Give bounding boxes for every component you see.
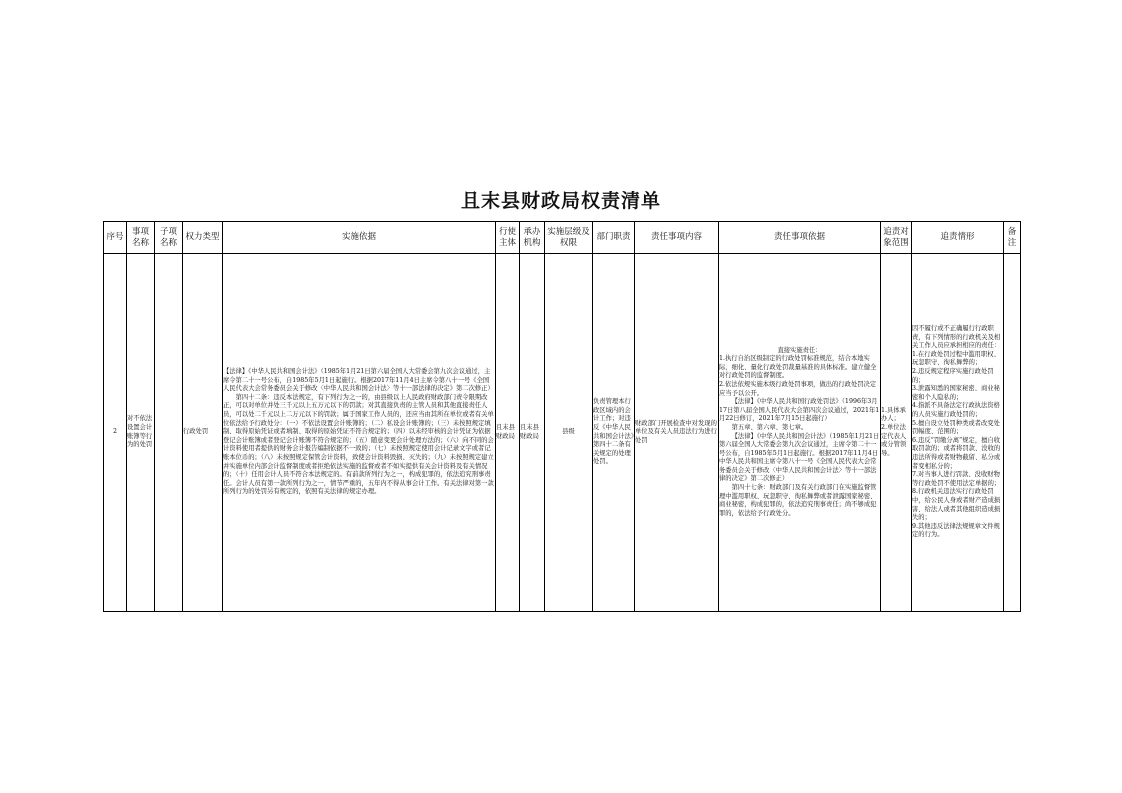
- resp-basis-items: 1.执行自治区级制定的行政处罚标准规范，结合本地实际，细化、量化行政处罚裁量基准的具体标准。建立健全对行政处罚的监督制度。 2.依法依规实施本级行政处罚事项，做出的行政处罚决定应当予以公开。: [719, 355, 877, 397]
- power-list-table: [103, 221, 1021, 612]
- law-paragraph-1: 【法律】《中华人民共和国行政处罚法》（1996年3月17日第八届全国人民代表大会第四次会议通过，2021年1月22日修订，2021年7月15日起施行）: [719, 398, 880, 423]
- cell-resp-content: 财政部门开展检查中对发现的单位及有关人员违法行为进行处罚: [635, 254, 719, 612]
- law-paragraph-2: 第五章、第六章、第七章。: [731, 423, 808, 431]
- cell-subject: 且末县财政局: [496, 254, 520, 612]
- header-row: [104, 222, 1021, 254]
- header-dept-duty: 部门职责: [593, 222, 635, 254]
- resp-basis-intro: 直接实施责任：: [777, 346, 822, 354]
- cell-level: 县级: [545, 254, 593, 612]
- table-header: [104, 222, 1021, 254]
- cell-power-type: 行政处罚: [183, 254, 223, 612]
- table-row: [104, 254, 1021, 612]
- cell-agency: 且末县财政局: [520, 254, 545, 612]
- header-power-type: 权力类型: [183, 222, 223, 254]
- cell-accountability-cases: 因不履行或不正确履行行政职责，有下列情形的行政机关及相关工作人员应承担相应的责任： 1.在行政处罚过程中滥用职权、玩忽职守、徇私舞弊的； 2.违反规定程序实施行政处罚的； 3.泄露知悉的国家秘密、商业秘密和个人隐私的； 4.指派不具备法定行政执法资格的人员实施行政处罚的； 5.擅自设立处罚种类或者改变处罚幅度、范围的； 6.违反“罚缴分离”规定，擅自收取罚款的；或者将罚款、没收的违法所得或者财物截留、私分或者变相私分的； 7.对当事人进行罚款、没收财物等行政处罚不使用法定单据的； 8.行政机关违法实行行政处罚中，给公民人身或者财产造成损害、给法人或者其他组织造成损失的； 9.其他违反法律法规规章文件规定的行为。: [912, 254, 1004, 612]
- header-agency: 承办 机构: [520, 222, 545, 254]
- cell-seq: 2: [104, 254, 127, 612]
- cell-remarks: [1004, 254, 1021, 612]
- page-title: 且末县财政局权责清单: [460, 190, 661, 212]
- basis-article-paragraph: 第四十二条：违反本法规定，有下列行为之一的，由县级以上人民政府财政部门责令限期改正，可以对单位并处三千元以上五万元以下的罚款；对其直接负责的主管人员和其他直接责任人员，可以处二千元以上二万元以下的罚款；属于国家工作人员的，还应当由其所在单位或者有关单位依法给予行政处分：（一）不依法设置会计账簿的；（二）私设会计账簿的；（三）未按照规定填制、取得原始凭证或者填制、取得的原始凭证不符合规定的；（四）以未经审核的会计凭证为依据登记会计账簿或者登记会计账簿不符合规定的；（五）随意变更会计处理方法的；（六）向不同的会计资料使用者提供的财务会计报告编制依据不一致的；（七）未按照规定使用会计记录文字或者记账本位币的；（八）未按照规定保管会计资料，致使会计资料毁损、灭失的；（九）未按照规定建立并实施单位内部会计监督制度或者拒绝依法实施的监督或者不如实提供有关会计资料及有关情况的；（十）任用会计人员不符合本法规定的。有前款所列行为之一，构成犯罪的，依法追究刑事责任。会计人员有第一款所列行为之一，情节严重的，五年内不得从事会计工作。有关法律对第一款所列行为的处罚另有规定的，依照有关法律的规定办理。: [223, 393, 494, 496]
- header-basis: 实施依据: [223, 222, 496, 254]
- header-item-name: 事项 名称: [127, 222, 155, 254]
- header-subject: 行使 主体: [496, 222, 520, 254]
- header-level: 实施层级及 权限: [545, 222, 593, 254]
- header-accountability-scope: 追责对 象范围: [881, 222, 912, 254]
- header-seq: 序号: [104, 222, 127, 254]
- cell-sub-item: [155, 254, 183, 612]
- cell-accountability-scope: 1.具体承办人； 2.单位法定代表人或分管领导。: [881, 254, 912, 612]
- cell-dept-duty: 负责管理本行政区域内的会计工作；对违反《中华人民共和国会计法》第四十二条有关规定的处理处罚。: [593, 254, 635, 612]
- header-accountability-cases: 追责情形: [912, 222, 1004, 254]
- law-paragraph-3: 【法律】《中华人民共和国会计法》（1985年1月21日第六届全国人大常委会第九次会议通过，主席令第二十一号公布，自1985年5月1日起施行。根据2017年11月4日中华人民共和国主席令第八十一号《全国人民代表大会常务委员会关于修改〈中华人民共和国会计法〉等十一部法律的决定》第二次修正）: [719, 432, 880, 483]
- header-resp-basis: 责任事项依据: [719, 222, 881, 254]
- table-body: [104, 254, 1021, 612]
- header-remarks: 备 注: [1004, 222, 1021, 254]
- cell-item-name: 对不依法设置会计账簿等行为的处罚: [127, 254, 155, 612]
- cell-resp-basis: [719, 254, 881, 612]
- law-paragraph-4: 第四十七条：财政部门及有关行政部门在实施监督管理中滥用职权、玩忽职守、徇私舞弊或者泄露国家秘密、商业秘密，构成犯罪的，依法追究刑事责任；尚不够成犯罪的，依法给予行政处分。: [719, 484, 877, 517]
- header-sub-item: 子项 名称: [155, 222, 183, 254]
- cell-basis: [223, 254, 496, 612]
- basis-law-paragraph: 【法律】《中华人民共和国会计法》（1985年1月21日第六届全国人大常委会第九次会议通过，主席令第二十一号公布，自1985年5月1日起施行。根据2017年11月4日主席令第八十一号《全国人民代表大会常务委员会关于修改〈中华人民共和国会计法〉等十一部法律的决定》第二次修正）: [223, 368, 494, 393]
- header-resp-content: 责任事项内容: [635, 222, 719, 254]
